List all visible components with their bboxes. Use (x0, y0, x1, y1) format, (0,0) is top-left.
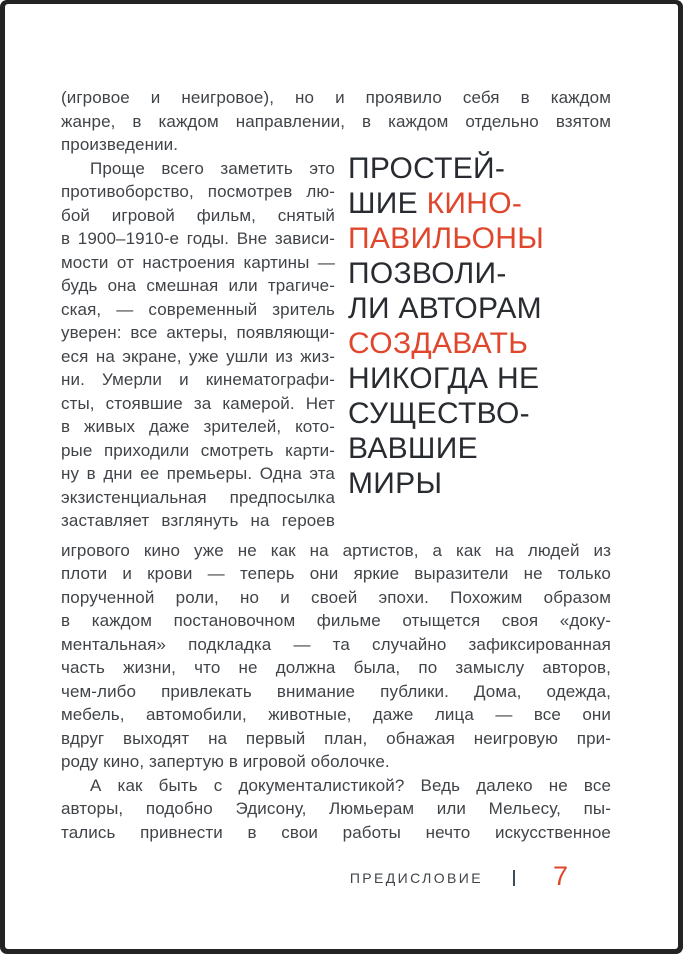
text-line: уверен: все актеры, появляющи- (61, 323, 335, 342)
text-line: ни. Умерли и кинематографи- (61, 370, 335, 389)
heading-line (348, 291, 611, 326)
text-line: Проще всего заметить это (90, 158, 335, 178)
display-heading (348, 151, 611, 501)
text-line: произведении. (61, 135, 179, 154)
book-page (5, 4, 678, 949)
heading-line (348, 396, 611, 431)
heading-text: СУЩЕСТВО- (348, 396, 530, 430)
heading-line (348, 186, 611, 221)
heading-text: НИКОГДА НЕ (348, 361, 540, 395)
text-line: плоти и крови — теперь они яркие выразители не только (61, 564, 611, 583)
text-line: еся на экране, уже ушли из жиз- (61, 346, 335, 366)
text-line: экзистенциальная предпосылка (61, 487, 335, 507)
text-line: рые приходили смотреть карти- (61, 440, 335, 460)
paragraph-top (61, 86, 611, 157)
heading-accent-text: ПАВИЛЬОНЫ (348, 221, 545, 255)
text-line: бой игровой фильм, снятый (61, 205, 335, 225)
text-line: игрового кино уже не как на артистов, а как на людей из (61, 540, 611, 560)
heading-text: ПРОСТЕЙ- (348, 151, 506, 185)
text-line: жанре, в каждом направлении, в каждом отдельно взятом (61, 111, 611, 131)
text-line: (игровое и неигровое), но и проявило себя в каждом (61, 88, 611, 107)
text-line: ну в дни ее премьеры. Одна эта (61, 464, 335, 483)
heading-text: ВАВШИЕ (348, 431, 478, 465)
heading-line (348, 256, 611, 291)
text-line: авторы, подобно Эдисону, Люмьерам или Мельесу, пы- (61, 799, 611, 818)
column-body-text (61, 157, 335, 533)
two-column-section (61, 151, 611, 533)
text-line: ская, — современный зритель (61, 299, 335, 319)
paragraph-bottom (61, 774, 611, 845)
text-line: А как быть с документалистикой? Ведь далеко не все (90, 775, 611, 795)
text-line: будь она смешная или трагиче- (61, 276, 335, 295)
text-line: ментальная» подкладка — та случайно зафиксированная (61, 634, 611, 654)
footer-divider (513, 870, 515, 886)
text-line: порученной роли, но и своей эпохи. Похожим образом (61, 587, 611, 607)
text-line: мебель, автомобили, животные, даже лица — все они (61, 705, 611, 724)
text-line: тались привнести в свои работы нечто искусственное (61, 822, 611, 842)
heading-accent-text: КИНО- (426, 186, 523, 220)
heading-line (348, 431, 611, 466)
text-line: в живых даже зрителей, кото- (61, 417, 335, 436)
heading-text: ШИЕ (348, 186, 427, 220)
heading-text: ПОЗВОЛИ- (348, 256, 507, 290)
chapter-label: ПРЕДИСЛОВИЕ (349, 870, 483, 886)
paragraph-mid (61, 539, 611, 774)
heading-line (348, 326, 611, 361)
text-line: сты, стоявшие за камерой. Нет (61, 393, 335, 413)
heading-text: ЛИ АВТОРАМ (348, 291, 542, 325)
page-footer (5, 861, 678, 891)
text-line: часть жизни, что не должна была, по замыслу авторов, (61, 658, 611, 677)
text-line: мости от настроения картины — (61, 252, 335, 272)
text-line: противоборство, посмотрев лю- (61, 182, 335, 201)
text-line: в 1900–1910-е годы. Вне зависи- (61, 229, 335, 248)
heading-line (348, 361, 611, 396)
heading-text: МИРЫ (348, 466, 443, 500)
heading-line (348, 151, 611, 186)
heading-accent-text: СОЗДАВАТЬ (348, 326, 529, 360)
heading-line (348, 466, 611, 501)
text-line: заставляет взглянуть на героев (61, 511, 335, 530)
text-line: роду кино, запертую в игровой оболочке. (61, 752, 390, 771)
heading-line (348, 221, 611, 256)
page-number: 7 (552, 861, 568, 891)
text-line: чем-либо привлекать внимание публики. Дома, одежда, (61, 681, 611, 701)
text-line: в каждом постановочном фильме отыщется своя «доку- (61, 611, 611, 630)
text-line: вдруг выходят на первый план, обнажая неигровую при- (61, 728, 611, 748)
page-content (5, 4, 678, 844)
